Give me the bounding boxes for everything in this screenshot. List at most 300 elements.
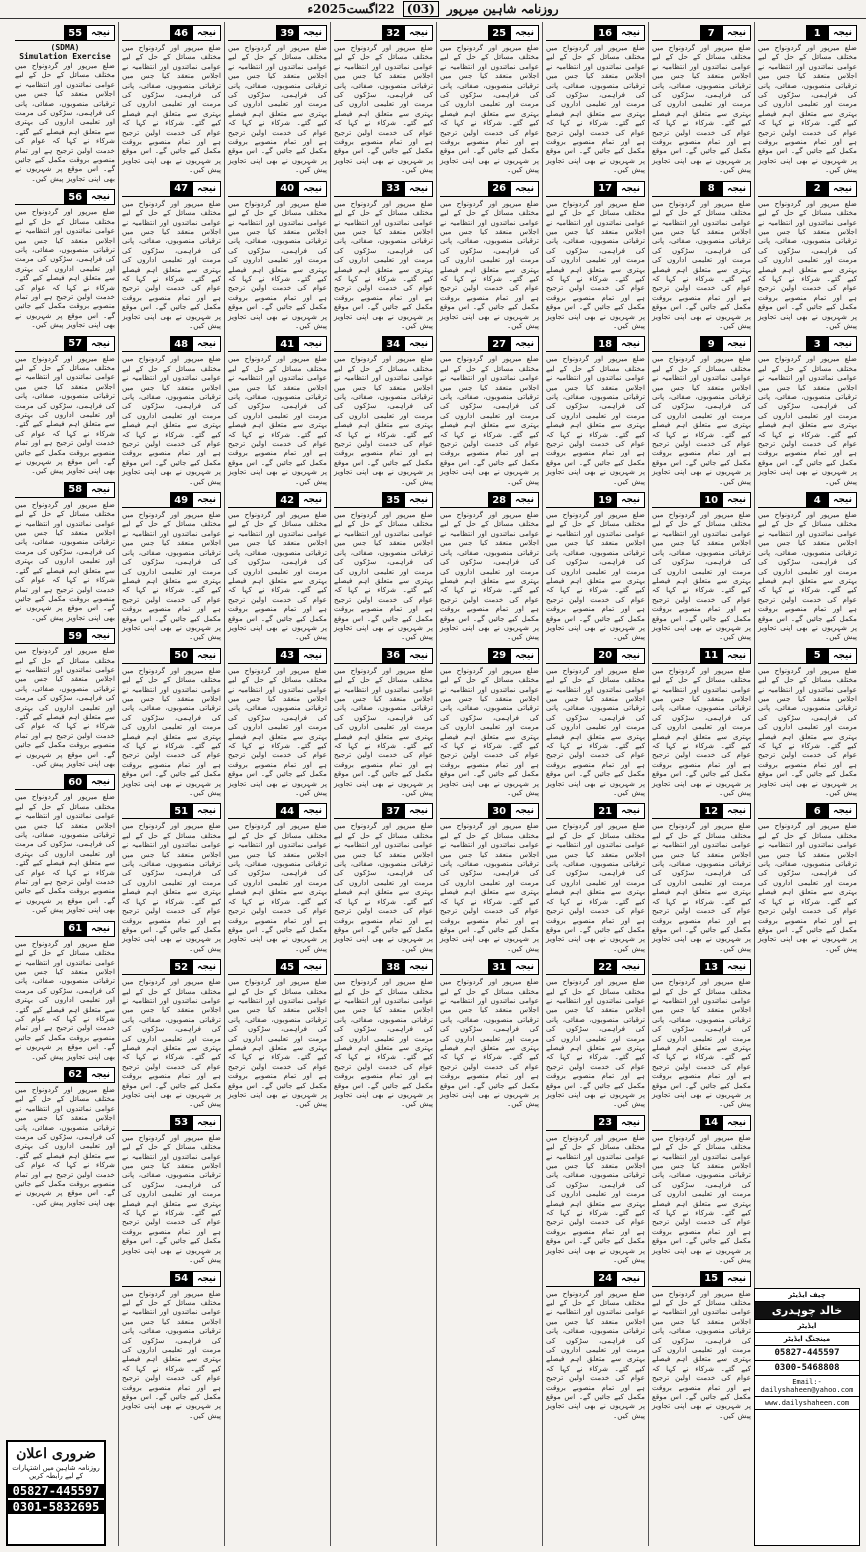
news-item [546,25,645,175]
item-number: 3 [806,336,828,352]
item-body: ضلع میرپور اور گردونواح میں مختلف مسائل کے حل کے لیے عوامی نمائندوں اور انتظامیہ نے اجلاس منعقد کیا جس میں ترقیاتی منصوبوں، صفائی، پانی کی فراہمی، سڑکوں کی مرمت اور تعلیمی اداروں کی بہتری سے متعلق اہم فیصلے کیے گئے۔ شرکاء نے کہا کہ عوام کی خدمت اولین ترجیح ہے اور تمام منصوبے بروقت مکمل کیے جائیں گے۔ اس موقع پر شہریوں نے بھی اپنی تجاویز پیش کیں۔ [15,1084,115,1207]
news-item [652,803,751,953]
tag-rule [334,959,382,975]
item-number-tag [546,1271,645,1287]
item-number: 5 [806,648,828,664]
item-number-tag [546,1115,645,1131]
news-item [546,492,645,642]
item-label: نیجہ [298,492,327,508]
item-body: ضلع میرپور اور گردونواح میں مختلف مسائل کے حل کے لیے عوامی نمائندوں اور انتظامیہ نے اجلاس منعقد کیا جس میں ترقیاتی منصوبوں، صفائی، پانی کی فراہمی، سڑکوں کی مرمت اور تعلیمی اداروں کی بہتری سے متعلق اہم فیصلے کیے گئے۔ شرکاء نے کہا کہ عوام کی خدمت اولین ترجیح ہے اور تمام منصوبے بروقت مکمل کیے جائیں گے۔ اس موقع پر شہریوں نے بھی اپنی تجاویز پیش کیں۔ [228,665,327,798]
item-number-tag [652,959,751,975]
tag-rule [228,648,276,664]
news-item [15,482,115,622]
tag-rule [15,1067,64,1083]
item-number: 57 [64,336,86,352]
notice-phone-1[interactable]: 05827-445597 [8,1484,104,1498]
item-label: نیجہ [828,336,857,352]
item-body: ضلع میرپور اور گردونواح میں مختلف مسائل کے حل کے لیے عوامی نمائندوں اور انتظامیہ نے اجلاس منعقد کیا جس میں ترقیاتی منصوبوں، صفائی، پانی کی فراہمی، سڑکوں کی مرمت اور تعلیمی اداروں کی بہتری سے متعلق اہم فیصلے کیے گئے۔ شرکاء نے کہا کہ عوام کی خدمت اولین ترجیح ہے اور تمام منصوبے بروقت مکمل کیے جائیں گے۔ اس موقع پر شہریوں نے بھی اپنی تجاویز پیش کیں۔ [652,510,751,642]
item-label: نیجہ [298,25,327,41]
item-number: 33 [382,181,404,197]
item-number: 1 [806,25,828,41]
item-body: ضلع میرپور اور گردونواح میں مختلف مسائل کے حل کے لیے عوامی نمائندوں اور انتظامیہ نے اجلاس منعقد کیا جس میں ترقیاتی منصوبوں، صفائی، پانی کی فراہمی، سڑکوں کی مرمت اور تعلیمی اداروں کی بہتری سے متعلق اہم فیصلے کیے گئے۔ شرکاء نے کہا کہ عوام کی خدمت اولین ترجیح ہے اور تمام منصوبے بروقت مکمل کیے جائیں گے۔ اس موقع پر شہریوں نے بھی اپنی تجاویز پیش کیں۔ [334,43,433,175]
item-body: ضلع میرپور اور گردونواح میں مختلف مسائل کے حل کے لیے عوامی نمائندوں اور انتظامیہ نے اجلاس منعقد کیا جس میں ترقیاتی منصوبوں، صفائی، پانی کی فراہمی، سڑکوں کی مرمت اور تعلیمی اداروں کی بہتری سے متعلق اہم فیصلے کیے گئے۔ شرکاء نے کہا کہ عوام کی خدمت اولین ترجیح ہے اور تمام منصوبے بروقت مکمل کیے جائیں گے۔ اس موقع پر شہریوں نے بھی اپنی تجاویز پیش کیں۔ [15,353,115,476]
tag-rule [758,803,806,819]
tag-rule [758,25,806,41]
item-number-tag [652,336,751,352]
item-body: ضلع میرپور اور گردونواح میں مختلف مسائل کے حل کے لیے عوامی نمائندوں اور انتظامیہ نے اجلاس منعقد کیا جس میں ترقیاتی منصوبوں، صفائی، پانی کی فراہمی، سڑکوں کی مرمت اور تعلیمی اداروں کی بہتری سے متعلق اہم فیصلے کیے گئے۔ شرکاء نے کہا کہ عوام کی خدمت اولین ترجیح ہے اور تمام منصوبے بروقت مکمل کیے جائیں گے۔ اس موقع پر شہریوں نے بھی اپنی تجاویز پیش کیں۔ [440,665,539,798]
item-body: ضلع میرپور اور گردونواح میں مختلف مسائل کے حل کے لیے عوامی نمائندوں اور انتظامیہ نے اجلاس منعقد کیا جس میں ترقیاتی منصوبوں، صفائی، پانی کی فراہمی، سڑکوں کی مرمت اور تعلیمی اداروں کی بہتری سے متعلق اہم فیصلے کیے گئے۔ شرکاء نے کہا کہ عوام کی خدمت اولین ترجیح ہے اور تمام منصوبے بروقت مکمل کیے جائیں گے۔ اس موقع پر شہریوں نے بھی اپنی تجاویز پیش کیں۔ [546,821,645,953]
paper-name: روزنامہ شاہین میرپور [446,2,559,16]
tag-rule [440,959,488,975]
item-body: ضلع میرپور اور گردونواح میں مختلف مسائل کے حل کے لیے عوامی نمائندوں اور انتظامیہ نے اجلاس منعقد کیا جس میں ترقیاتی منصوبوں، صفائی، پانی کی فراہمی، سڑکوں کی مرمت اور تعلیمی اداروں کی بہتری سے متعلق اہم فیصلے کیے گئے۔ شرکاء نے کہا کہ عوام کی خدمت اولین ترجیح ہے اور تمام منصوبے بروقت مکمل کیے جائیں گے۔ اس موقع پر شہریوں نے بھی اپنی تجاویز پیش کیں۔ [15,207,115,330]
item-body: ضلع میرپور اور گردونواح میں مختلف مسائل کے حل کے لیے عوامی نمائندوں اور انتظامیہ نے اجلاس منعقد کیا جس میں ترقیاتی منصوبوں، صفائی، پانی کی فراہمی، سڑکوں کی مرمت اور تعلیمی اداروں کی بہتری سے متعلق اہم فیصلے کیے گئے۔ شرکاء نے کہا کہ عوام کی خدمت اولین ترجیح ہے اور تمام منصوبے بروقت مکمل کیے جائیں گے۔ اس موقع پر شہریوں نے بھی اپنی تجاویز پیش کیں۔ [228,977,327,1109]
item-number: 15 [700,1271,722,1287]
item-number-tag [15,336,115,352]
item-label: نیجہ [616,803,645,819]
tag-rule [546,336,594,352]
item-label: نیجہ [192,336,221,352]
news-item [122,25,221,175]
tag-rule [15,628,64,644]
item-number: 16 [594,25,616,41]
item-number-tag [122,803,221,819]
item-body: ضلع میرپور اور گردونواح میں مختلف مسائل کے حل کے لیے عوامی نمائندوں اور انتظامیہ نے اجلاس منعقد کیا جس میں ترقیاتی منصوبوں، صفائی، پانی کی فراہمی، سڑکوں کی مرمت اور تعلیمی اداروں کی بہتری سے متعلق اہم فیصلے کیے گئے۔ شرکاء نے کہا کہ عوام کی خدمت اولین ترجیح ہے اور تمام منصوبے بروقت مکمل کیے جائیں گے۔ اس موقع پر شہریوں نے بھی اپنی تجاویز پیش کیں۔ [440,43,539,175]
news-item [652,25,751,175]
item-number-tag [334,803,433,819]
item-body: ضلع میرپور اور گردونواح میں مختلف مسائل کے حل کے لیے عوامی نمائندوں اور انتظامیہ نے اجلاس منعقد کیا جس میں ترقیاتی منصوبوں، صفائی، پانی کی فراہمی، سڑکوں کی مرمت اور تعلیمی اداروں کی بہتری سے متعلق اہم فیصلے کیے گئے۔ شرکاء نے کہا کہ عوام کی خدمت اولین ترجیح ہے اور تمام منصوبے بروقت مکمل کیے جائیں گے۔ اس موقع پر شہریوں نے بھی اپنی تجاویز پیش کیں۔ [334,198,433,330]
item-number-tag [652,1115,751,1131]
item-body: ضلع میرپور اور گردونواح میں مختلف مسائل کے حل کے لیے عوامی نمائندوں اور انتظامیہ نے اجلاس منعقد کیا جس میں ترقیاتی منصوبوں، صفائی، پانی کی فراہمی، سڑکوں کی مرمت اور تعلیمی اداروں کی بہتری سے متعلق اہم فیصلے کیے گئے۔ شرکاء نے کہا کہ عوام کی خدمت اولین ترجیح ہے اور تمام منصوبے بروقت مکمل کیے جائیں گے۔ اس موقع پر شہریوں نے بھی اپنی تجاویز پیش کیں۔ [758,510,857,642]
news-item [334,25,433,175]
news-item [652,492,751,642]
item-number-tag [15,628,115,644]
news-item [546,803,645,953]
news-item [122,959,221,1109]
item-label: نیجہ [298,336,327,352]
tag-rule [546,803,594,819]
news-item [440,803,539,953]
item-number-tag [15,25,115,41]
tag-rule [334,25,382,41]
editor-role: ایڈیٹر [797,1322,817,1330]
item-label: نیجہ [192,803,221,819]
news-item [758,648,857,798]
tag-rule [440,803,488,819]
item-label: نیجہ [404,803,433,819]
news-item [440,181,539,331]
item-number: 9 [700,336,722,352]
tag-rule [652,492,700,508]
news-item [228,25,327,175]
tag-rule [15,921,64,937]
news-item [546,1115,645,1265]
item-body: ضلع میرپور اور گردونواح میں مختلف مسائل کے حل کے لیے عوامی نمائندوں اور انتظامیہ نے اجلاس منعقد کیا جس میں ترقیاتی منصوبوں، صفائی، پانی کی فراہمی، سڑکوں کی مرمت اور تعلیمی اداروں کی بہتری سے متعلق اہم فیصلے کیے گئے۔ شرکاء نے کہا کہ عوام کی خدمت اولین ترجیح ہے اور تمام منصوبے بروقت مکمل کیے جائیں گے۔ اس موقع پر شہریوں نے بھی اپنی تجاویز پیش کیں۔ [228,821,327,953]
item-body: ضلع میرپور اور گردونواح میں مختلف مسائل کے حل کے لیے عوامی نمائندوں اور انتظامیہ نے اجلاس منعقد کیا جس میں ترقیاتی منصوبوں، صفائی، پانی کی فراہمی، سڑکوں کی مرمت اور تعلیمی اداروں کی بہتری سے متعلق اہم فیصلے کیے گئے۔ شرکاء نے کہا کہ عوام کی خدمت اولین ترجیح ہے اور تمام منصوبے بروقت مکمل کیے جائیں گے۔ اس موقع پر شہریوں نے بھی اپنی تجاویز پیش کیں۔ [546,354,645,486]
news-item [758,25,857,175]
chief-editor-name: خالد چوہدری [771,1304,843,1317]
item-label: نیجہ [298,648,327,664]
news-item [440,959,539,1109]
tag-rule [440,336,488,352]
imprint-phone-2[interactable]: 0300-5468808 [755,1361,859,1376]
item-number: 29 [488,648,510,664]
item-body: ضلع میرپور اور گردونواح میں مختلف مسائل کے حل کے لیے عوامی نمائندوں اور انتظامیہ نے اجلاس منعقد کیا جس میں ترقیاتی منصوبوں، صفائی، پانی کی فراہمی، سڑکوں کی مرمت اور تعلیمی اداروں کی بہتری سے متعلق اہم فیصلے کیے گئے۔ شرکاء نے کہا کہ عوام کی خدمت اولین ترجیح ہے اور تمام منصوبے بروقت مکمل کیے جائیں گے۔ اس موقع پر شہریوں نے بھی اپنی تجاویز پیش کیں۔ [652,665,751,798]
item-number: 27 [488,336,510,352]
tag-rule [758,492,806,508]
item-number-tag [546,648,645,664]
item-body: ضلع میرپور اور گردونواح میں مختلف مسائل کے حل کے لیے عوامی نمائندوں اور انتظامیہ نے اجلاس منعقد کیا جس میں ترقیاتی منصوبوں، صفائی، پانی کی فراہمی، سڑکوں کی مرمت اور تعلیمی اداروں کی بہتری سے متعلق اہم فیصلے کیے گئے۔ شرکاء نے کہا کہ عوام کی خدمت اولین ترجیح ہے اور تمام منصوبے بروقت مکمل کیے جائیں گے۔ اس موقع پر شہریوں نے بھی اپنی تجاویز پیش کیں۔ [440,354,539,486]
news-item [122,336,221,486]
item-label: نیجہ [722,336,751,352]
news-item [122,492,221,642]
item-label: نیجہ [828,803,857,819]
editor-row [755,1320,859,1333]
item-number: 42 [276,492,298,508]
news-item [334,336,433,486]
item-number-tag [652,25,751,41]
news-item [228,803,327,953]
item-number-tag [15,774,115,790]
item-label: نیجہ [722,25,751,41]
news-item [15,189,115,329]
tag-rule [15,25,64,41]
item-label: نیجہ [404,959,433,975]
item-number-tag [440,181,539,197]
tag-rule [122,959,170,975]
item-body: ضلع میرپور اور گردونواح میں مختلف مسائل کے حل کے لیے عوامی نمائندوں اور انتظامیہ نے اجلاس منعقد کیا جس میں ترقیاتی منصوبوں، صفائی، پانی کی فراہمی، سڑکوں کی مرمت اور تعلیمی اداروں کی بہتری سے متعلق اہم فیصلے کیے گئے۔ شرکاء نے کہا کہ عوام کی خدمت اولین ترجیح ہے اور تمام منصوبے بروقت مکمل کیے جائیں گے۔ اس موقع پر شہریوں نے بھی اپنی تجاویز پیش کیں۔ [546,198,645,330]
item-number: 44 [276,803,298,819]
news-item [546,336,645,486]
item-number-tag [334,181,433,197]
tag-rule [652,181,700,197]
notice-title: ضروری اعلان [16,1446,96,1462]
item-number: 17 [594,181,616,197]
item-label: نیجہ [86,1067,115,1083]
tag-rule [15,336,64,352]
item-number: 26 [488,181,510,197]
tag-rule [652,336,700,352]
item-body: ضلع میرپور اور گردونواح میں مختلف مسائل کے حل کے لیے عوامی نمائندوں اور انتظامیہ نے اجلاس منعقد کیا جس میں ترقیاتی منصوبوں، صفائی، پانی کی فراہمی، سڑکوں کی مرمت اور تعلیمی اداروں کی بہتری سے متعلق اہم فیصلے کیے گئے۔ شرکاء نے کہا کہ عوام کی خدمت اولین ترجیح ہے اور تمام منصوبے بروقت مکمل کیے جائیں گے۔ اس موقع پر شہریوں نے بھی اپنی تجاویز پیش کیں۔ [546,1132,645,1265]
tag-rule [15,189,64,205]
item-label: نیجہ [404,492,433,508]
column [648,22,754,1546]
item-label: نیجہ [828,648,857,664]
item-number: 61 [64,921,86,937]
item-label: نیجہ [616,1271,645,1287]
page-number: (03) [403,1,439,17]
item-body: ضلع میرپور اور گردونواح میں مختلف مسائل کے حل کے لیے عوامی نمائندوں اور انتظامیہ نے اجلاس منعقد کیا جس میں ترقیاتی منصوبوں، صفائی، پانی کی فراہمی، سڑکوں کی مرمت اور تعلیمی اداروں کی بہتری سے متعلق اہم فیصلے کیے گئے۔ شرکاء نے کہا کہ عوام کی خدمت اولین ترجیح ہے اور تمام منصوبے بروقت مکمل کیے جائیں گے۔ اس موقع پر شہریوں نے بھی اپنی تجاویز پیش کیں۔ [15,646,115,768]
imprint-phone-1[interactable]: 05827-445597 [755,1346,859,1361]
item-label: نیجہ [192,959,221,975]
news-item [652,959,751,1109]
item-number: 62 [64,1067,86,1083]
tag-rule [652,1271,700,1287]
imprint-box [754,1288,860,1546]
item-body: ضلع میرپور اور گردونواح میں مختلف مسائل کے حل کے لیے عوامی نمائندوں اور انتظامیہ نے اجلاس منعقد کیا جس میں ترقیاتی منصوبوں، صفائی، پانی کی فراہمی، سڑکوں کی مرمت اور تعلیمی اداروں کی بہتری سے متعلق اہم فیصلے کیے گئے۔ شرکاء نے کہا کہ عوام کی خدمت اولین ترجیح ہے اور تمام منصوبے بروقت مکمل کیے جائیں گے۔ اس موقع پر شہریوں نے بھی اپنی تجاویز پیش کیں۔ [228,198,327,330]
item-number-tag [228,492,327,508]
tag-rule [758,336,806,352]
item-number-tag [440,803,539,819]
item-number: 6 [806,803,828,819]
imprint-website[interactable]: www.dailyshaheen.com [755,1397,859,1410]
item-label: نیجہ [86,774,115,790]
item-label: نیجہ [616,648,645,664]
item-body: ضلع میرپور اور گردونواح میں مختلف مسائل کے حل کے لیے عوامی نمائندوں اور انتظامیہ نے اجلاس منعقد کیا جس میں ترقیاتی منصوبوں، صفائی، پانی کی فراہمی، سڑکوں کی مرمت اور تعلیمی اداروں کی بہتری سے متعلق اہم فیصلے کیے گئے۔ شرکاء نے کہا کہ عوام کی خدمت اولین ترجیح ہے اور تمام منصوبے بروقت مکمل کیے جائیں گے۔ اس موقع پر شہریوں نے بھی اپنی تجاویز پیش کیں۔ [228,43,327,175]
item-number: 14 [700,1115,722,1131]
news-item [334,181,433,331]
tag-rule [334,181,382,197]
news-item [440,648,539,798]
news-item [652,181,751,331]
item-number-tag [15,921,115,937]
tag-rule [652,1115,700,1131]
news-item [15,921,115,1061]
item-body: ضلع میرپور اور گردونواح میں مختلف مسائل کے حل کے لیے عوامی نمائندوں اور انتظامیہ نے اجلاس منعقد کیا جس میں ترقیاتی منصوبوں، صفائی، پانی کی فراہمی، سڑکوں کی مرمت اور تعلیمی اداروں کی بہتری سے متعلق اہم فیصلے کیے گئے۔ شرکاء نے کہا کہ عوام کی خدمت اولین ترجیح ہے اور تمام منصوبے بروقت مکمل کیے جائیں گے۔ اس موقع پر شہریوں نے بھی اپنی تجاویز پیش کیں۔ [122,43,221,175]
item-body: ضلع میرپور اور گردونواح میں مختلف مسائل کے حل کے لیے عوامی نمائندوں اور انتظامیہ نے اجلاس منعقد کیا جس میں ترقیاتی منصوبوں، صفائی، پانی کی فراہمی، سڑکوں کی مرمت اور تعلیمی اداروں کی بہتری سے متعلق اہم فیصلے کیے گئے۔ شرکاء نے کہا کہ عوام کی خدمت اولین ترجیح ہے اور تمام منصوبے بروقت مکمل کیے جائیں گے۔ اس موقع پر شہریوں نے بھی اپنی تجاویز پیش کیں۔ [440,821,539,953]
item-body: ضلع میرپور اور گردونواح میں مختلف مسائل کے حل کے لیے عوامی نمائندوں اور انتظامیہ نے اجلاس منعقد کیا جس میں ترقیاتی منصوبوں، صفائی، پانی کی فراہمی، سڑکوں کی مرمت اور تعلیمی اداروں کی بہتری سے متعلق اہم فیصلے کیے گئے۔ شرکاء نے کہا کہ عوام کی خدمت اولین ترجیح ہے اور تمام منصوبے بروقت مکمل کیے جائیں گے۔ اس موقع پر شہریوں نے بھی اپنی تجاویز پیش کیں۔ [122,821,221,953]
item-body: ضلع میرپور اور گردونواح میں مختلف مسائل کے حل کے لیے عوامی نمائندوں اور انتظامیہ نے اجلاس منعقد کیا جس میں ترقیاتی منصوبوں، صفائی، پانی کی فراہمی، سڑکوں کی مرمت اور تعلیمی اداروں کی بہتری سے متعلق اہم فیصلے کیے گئے۔ شرکاء نے کہا کہ عوام کی خدمت اولین ترجیح ہے اور تمام منصوبے بروقت مکمل کیے جائیں گے۔ اس موقع پر شہریوں نے بھی اپنی تجاویز پیش کیں۔ [652,1132,751,1265]
item-number-tag [228,648,327,664]
item-number: 4 [806,492,828,508]
item-number-tag [758,336,857,352]
item-body: ضلع میرپور اور گردونواح میں مختلف مسائل کے حل کے لیے عوامی نمائندوں اور انتظامیہ نے اجلاس منعقد کیا جس میں ترقیاتی منصوبوں، صفائی، پانی کی فراہمی، سڑکوں کی مرمت اور تعلیمی اداروں کی بہتری سے متعلق اہم فیصلے کیے گئے۔ شرکاء نے کہا کہ عوام کی خدمت اولین ترجیح ہے اور تمام منصوبے بروقت مکمل کیے جائیں گے۔ اس موقع پر شہریوں نے بھی اپنی تجاویز پیش کیں۔ [652,977,751,1109]
news-item [546,959,645,1109]
tag-rule [228,25,276,41]
news-columns [6,22,860,1546]
tag-rule [334,336,382,352]
tag-rule [546,25,594,41]
column [118,22,224,1546]
tag-rule [440,181,488,197]
item-number-tag [546,181,645,197]
tag-rule [652,25,700,41]
sdma-label: (SDMA) [50,43,80,52]
item-number: 28 [488,492,510,508]
tag-rule [652,959,700,975]
tag-rule [122,336,170,352]
item-label: نیجہ [510,492,539,508]
item-label: نیجہ [86,628,115,644]
item-body: ضلع میرپور اور گردونواح میں مختلف مسائل کے حل کے لیے عوامی نمائندوں اور انتظامیہ نے اجلاس منعقد کیا جس میں ترقیاتی منصوبوں، صفائی، پانی کی فراہمی، سڑکوں کی مرمت اور تعلیمی اداروں کی بہتری سے متعلق اہم فیصلے کیے گئے۔ شرکاء نے کہا کہ عوام کی خدمت اولین ترجیح ہے اور تمام منصوبے بروقت مکمل کیے جائیں گے۔ اس موقع پر شہریوں نے بھی اپنی تجاویز پیش کیں۔ [758,198,857,330]
news-item [652,336,751,486]
news-item [122,181,221,331]
item-body: ضلع میرپور اور گردونواح میں مختلف مسائل کے حل کے لیے عوامی نمائندوں اور انتظامیہ نے اجلاس منعقد کیا جس میں ترقیاتی منصوبوں، صفائی، پانی کی فراہمی، سڑکوں کی مرمت اور تعلیمی اداروں کی بہتری سے متعلق اہم فیصلے کیے گئے۔ شرکاء نے کہا کہ عوام کی خدمت اولین ترجیح ہے اور تمام منصوبے بروقت مکمل کیے جائیں گے۔ اس موقع پر شہریوں نے بھی اپنی تجاویز پیش کیں۔ [15,499,115,622]
news-item [758,492,857,642]
item-number: 13 [700,959,722,975]
item-number: 58 [64,482,86,498]
tag-rule [228,803,276,819]
news-item [546,181,645,331]
item-label: نیجہ [404,336,433,352]
item-number: 55 [64,25,86,41]
item-body: ضلع میرپور اور گردونواح میں مختلف مسائل کے حل کے لیے عوامی نمائندوں اور انتظامیہ نے اجلاس منعقد کیا جس میں ترقیاتی منصوبوں، صفائی، پانی کی فراہمی، سڑکوں کی مرمت اور تعلیمی اداروں کی بہتری سے متعلق اہم فیصلے کیے گئے۔ شرکاء نے کہا کہ عوام کی خدمت اولین ترجیح ہے اور تمام منصوبے بروقت مکمل کیے جائیں گے۔ اس موقع پر شہریوں نے بھی اپنی تجاویز پیش کیں۔ [15,938,115,1061]
tag-rule [228,181,276,197]
item-label: نیجہ [722,492,751,508]
tag-rule [652,803,700,819]
news-item [652,648,751,798]
item-label: نیجہ [404,181,433,197]
item-number: 12 [700,803,722,819]
item-number: 19 [594,492,616,508]
item-body: ضلع میرپور اور گردونواح میں مختلف مسائل کے حل کے لیے عوامی نمائندوں اور انتظامیہ نے اجلاس منعقد کیا جس میں ترقیاتی منصوبوں، صفائی، پانی کی فراہمی، سڑکوں کی مرمت اور تعلیمی اداروں کی بہتری سے متعلق اہم فیصلے کیے گئے۔ شرکاء نے کہا کہ عوام کی خدمت اولین ترجیح ہے اور تمام منصوبے بروقت مکمل کیے جائیں گے۔ اس موقع پر شہریوں نے بھی اپنی تجاویز پیش کیں۔ [122,354,221,486]
news-item [228,648,327,798]
item-body: ضلع میرپور اور گردونواح میں مختلف مسائل کے حل کے لیے عوامی نمائندوں اور انتظامیہ نے اجلاس منعقد کیا جس میں ترقیاتی منصوبوں، صفائی، پانی کی فراہمی، سڑکوں کی مرمت اور تعلیمی اداروں کی بہتری سے متعلق اہم فیصلے کیے گئے۔ شرکاء نے کہا کہ عوام کی خدمت اولین ترجیح ہے اور تمام منصوبے بروقت مکمل کیے جائیں گے۔ اس موقع پر شہریوں نے بھی اپنی تجاویز پیش کیں۔ [758,43,857,175]
item-body: ضلع میرپور اور گردونواح میں مختلف مسائل کے حل کے لیے عوامی نمائندوں اور انتظامیہ نے اجلاس منعقد کیا جس میں ترقیاتی منصوبوں، صفائی، پانی کی فراہمی، سڑکوں کی مرمت اور تعلیمی اداروں کی بہتری سے متعلق اہم فیصلے کیے گئے۔ شرکاء نے کہا کہ عوام کی خدمت اولین ترجیح ہے اور تمام منصوبے بروقت مکمل کیے جائیں گے۔ اس موقع پر شہریوں نے بھی اپنی تجاویز پیش کیں۔ [546,43,645,175]
news-item [228,959,327,1109]
news-item [758,336,857,486]
item-number: 8 [700,181,722,197]
item-number: 53 [170,1115,192,1131]
item-number-tag [440,336,539,352]
item-number: 10 [700,492,722,508]
news-item [15,774,115,914]
item-label: نیجہ [510,181,539,197]
news-item [652,1115,751,1265]
item-number: 22 [594,959,616,975]
tag-rule [122,648,170,664]
item-number: 20 [594,648,616,664]
item-number: 43 [276,648,298,664]
chief-editor-role: چیف ایڈیٹر [788,1291,826,1299]
item-number-tag [228,25,327,41]
item-number: 52 [170,959,192,975]
item-number-tag [228,803,327,819]
news-item [122,648,221,798]
tag-rule [15,774,64,790]
item-number: 59 [64,628,86,644]
item-number-tag [228,336,327,352]
news-item [334,648,433,798]
item-label: نیجہ [510,25,539,41]
item-number-tag [546,25,645,41]
tag-rule [228,492,276,508]
exercise-label: Simulation Exercise [19,52,111,61]
item-number: 23 [594,1115,616,1131]
news-item [228,336,327,486]
news-item [758,181,857,331]
news-item [334,492,433,642]
tag-rule [15,482,64,498]
item-number-tag [15,482,115,498]
item-number-tag [546,803,645,819]
item-number-tag [122,181,221,197]
item-number: 47 [170,181,192,197]
tag-rule [546,648,594,664]
item-number-tag [334,648,433,664]
item-number: 54 [170,1271,192,1287]
item-body: ضلع میرپور اور گردونواح میں مختلف مسائل کے حل کے لیے عوامی نمائندوں اور انتظامیہ نے اجلاس منعقد کیا جس میں ترقیاتی منصوبوں، صفائی، پانی کی فراہمی، سڑکوں کی مرمت اور تعلیمی اداروں کی بہتری سے متعلق اہم فیصلے کیے گئے۔ شرکاء نے کہا کہ عوام کی خدمت اولین ترجیح ہے اور تمام منصوبے بروقت مکمل کیے جائیں گے۔ اس موقع پر شہریوں نے بھی اپنی تجاویز پیش کیں۔ [122,665,221,798]
news-item [15,25,115,183]
tag-rule [122,25,170,41]
tag-rule [334,492,382,508]
item-number: 30 [488,803,510,819]
item-number-tag [122,492,221,508]
item-number-tag [334,492,433,508]
item-label: نیجہ [298,803,327,819]
tag-rule [546,492,594,508]
item-body: ضلع میرپور اور گردونواح میں مختلف مسائل کے حل کے لیے عوامی نمائندوں اور انتظامیہ نے اجلاس منعقد کیا جس میں ترقیاتی منصوبوں، صفائی، پانی کی فراہمی، سڑکوں کی مرمت اور تعلیمی اداروں کی بہتری سے متعلق اہم فیصلے کیے گئے۔ شرکاء نے کہا کہ عوام کی خدمت اولین ترجیح ہے اور تمام منصوبے بروقت مکمل کیے جائیں گے۔ اس موقع پر شہریوں نے بھی اپنی تجاویز پیش کیں۔ [334,354,433,486]
item-number-tag [122,1115,221,1131]
item-label: نیجہ [192,492,221,508]
notice-text: روزنامہ شاہین میں اشتہارات کے لیے رابطہ کریں [12,1464,100,1480]
item-number-tag [652,492,751,508]
item-label: نیجہ [86,921,115,937]
item-number-tag [652,1271,751,1287]
news-item [334,803,433,953]
notice-phone-2[interactable]: 0301-5832695 [8,1500,104,1514]
item-body: ضلع میرپور اور گردونواح میں مختلف مسائل کے حل کے لیے عوامی نمائندوں اور انتظامیہ نے اجلاس منعقد کیا جس میں ترقیاتی منصوبوں، صفائی، پانی کی فراہمی، سڑکوں کی مرمت اور تعلیمی اداروں کی بہتری سے متعلق اہم فیصلے کیے گئے۔ شرکاء نے کہا کہ عوام کی خدمت اولین ترجیح ہے اور تمام منصوبے بروقت مکمل کیے جائیں گے۔ اس موقع پر شہریوں نے بھی اپنی تجاویز پیش کیں۔ [758,821,857,953]
item-number-tag [652,648,751,664]
item-label: نیجہ [616,181,645,197]
news-item [546,648,645,798]
item-label: نیجہ [510,648,539,664]
column [12,22,118,1546]
item-label: نیجہ [192,648,221,664]
item-label: نیجہ [192,1271,221,1287]
item-number-tag [15,1067,115,1083]
item-number: 48 [170,336,192,352]
imprint-email[interactable]: Email:-dailyshaheen@yahoo.com [755,1376,859,1397]
item-label: نیجہ [722,181,751,197]
tag-rule [546,181,594,197]
item-label: نیجہ [616,1115,645,1131]
news-item [440,492,539,642]
tag-rule [334,648,382,664]
item-label: نیجہ [86,189,115,205]
item-number: 37 [382,803,404,819]
news-item [15,1067,115,1207]
tag-rule [122,1115,170,1131]
item-number: 40 [276,181,298,197]
item-label: نیجہ [722,959,751,975]
tag-rule [546,1271,594,1287]
item-label: نیجہ [298,181,327,197]
item-number-tag [440,959,539,975]
item-number: 21 [594,803,616,819]
tag-rule [122,492,170,508]
item-body: ضلع میرپور اور گردونواح میں مختلف مسائل کے حل کے لیے عوامی نمائندوں اور انتظامیہ نے اجلاس منعقد کیا جس میں ترقیاتی منصوبوں، صفائی، پانی کی فراہمی، سڑکوں کی مرمت اور تعلیمی اداروں کی بہتری سے متعلق اہم فیصلے کیے گئے۔ شرکاء نے کہا کہ عوام کی خدمت اولین ترجیح ہے اور تمام منصوبے بروقت مکمل کیے جائیں گے۔ اس موقع پر شہریوں نے بھی اپنی تجاویز پیش کیں۔ [758,665,857,798]
item-label: نیجہ [828,181,857,197]
item-body: ضلع میرپور اور گردونواح میں مختلف مسائل کے حل کے لیے عوامی نمائندوں اور انتظامیہ نے اجلاس منعقد کیا جس میں ترقیاتی منصوبوں، صفائی، پانی کی فراہمی، سڑکوں کی مرمت اور تعلیمی اداروں کی بہتری سے متعلق اہم فیصلے کیے گئے۔ شرکاء نے کہا کہ عوام کی خدمت اولین ترجیح ہے اور تمام منصوبے بروقت مکمل کیے جائیں گے۔ اس موقع پر شہریوں نے بھی اپنی تجاویز پیش کیں۔ [546,1288,645,1420]
issue-date: 22اگست2025ء [307,2,395,16]
item-body: ضلع میرپور اور گردونواح میں مختلف مسائل کے حل کے لیے عوامی نمائندوں اور انتظامیہ نے اجلاس منعقد کیا جس میں ترقیاتی منصوبوں، صفائی، پانی کی فراہمی، سڑکوں کی مرمت اور تعلیمی اداروں کی بہتری سے متعلق اہم فیصلے کیے گئے۔ شرکاء نے کہا کہ عوام کی خدمت اولین ترجیح ہے اور تمام منصوبے بروقت مکمل کیے جائیں گے۔ اس موقع پر شہریوں نے بھی اپنی تجاویز پیش کیں۔ [652,821,751,953]
chief-editor-name-row [755,1302,859,1320]
item-label: نیجہ [828,492,857,508]
tag-rule [440,648,488,664]
item-number: 32 [382,25,404,41]
item-number-tag [758,492,857,508]
item-number-tag [758,648,857,664]
item-number-tag [546,336,645,352]
chief-editor-row [755,1289,859,1302]
item-number: 51 [170,803,192,819]
item-body: ضلع میرپور اور گردونواح میں مختلف مسائل کے حل کے لیے عوامی نمائندوں اور انتظامیہ نے اجلاس منعقد کیا جس میں ترقیاتی منصوبوں، صفائی، پانی کی فراہمی، سڑکوں کی مرمت اور تعلیمی اداروں کی بہتری سے متعلق اہم فیصلے کیے گئے۔ شرکاء نے کہا کہ عوام کی خدمت اولین ترجیح ہے اور تمام منصوبے بروقت مکمل کیے جائیں گے۔ اس موقع پر شہریوں نے بھی اپنی تجاویز پیش کیں۔ [334,821,433,953]
item-number-tag [122,648,221,664]
item-number: 45 [276,959,298,975]
item-body: ضلع میرپور اور گردونواح میں مختلف مسائل کے حل کے لیے عوامی نمائندوں اور انتظامیہ نے اجلاس منعقد کیا جس میں ترقیاتی منصوبوں، صفائی، پانی کی فراہمی، سڑکوں کی مرمت اور تعلیمی اداروں کی بہتری سے متعلق اہم فیصلے کیے گئے۔ شرکاء نے کہا کہ عوام کی خدمت اولین ترجیح ہے اور تمام منصوبے بروقت مکمل کیے جائیں گے۔ اس موقع پر شہریوں نے بھی اپنی تجاویز پیش کیں۔ [334,510,433,642]
news-item [228,492,327,642]
item-number-tag [122,25,221,41]
item-body: ضلع میرپور اور گردونواح میں مختلف مسائل کے حل کے لیے عوامی نمائندوں اور انتظامیہ نے اجلاس منعقد کیا جس میں ترقیاتی منصوبوں، صفائی، پانی کی فراہمی، سڑکوں کی مرمت اور تعلیمی اداروں کی بہتری سے متعلق اہم فیصلے کیے گئے۔ شرکاء نے کہا کہ عوام کی خدمت اولین ترجیح ہے اور تمام منصوبے بروقت مکمل کیے جائیں گے۔ اس موقع پر شہریوں نے بھی اپنی تجاویز پیش کیں۔ [440,510,539,642]
tag-rule [652,648,700,664]
item-label: نیجہ [86,25,115,41]
item-number-tag [122,336,221,352]
news-item [440,336,539,486]
item-body: ضلع میرپور اور گردونواح میں مختلف مسائل کے حل کے لیے عوامی نمائندوں اور انتظامیہ نے اجلاس منعقد کیا جس میں ترقیاتی منصوبوں، صفائی، پانی کی فراہمی، سڑکوں کی مرمت اور تعلیمی اداروں کی بہتری سے متعلق اہم فیصلے کیے گئے۔ شرکاء نے کہا کہ عوام کی خدمت اولین ترجیح ہے اور تمام منصوبے بروقت مکمل کیے جائیں گے۔ اس موقع پر شہریوں نے بھی اپنی تجاویز پیش کیں۔ [546,665,645,798]
tag-rule [758,181,806,197]
item-body: ضلع میرپور اور گردونواح میں مختلف مسائل کے حل کے لیے عوامی نمائندوں اور انتظامیہ نے اجلاس منعقد کیا جس میں ترقیاتی منصوبوں، صفائی، پانی کی فراہمی، سڑکوں کی مرمت اور تعلیمی اداروں کی بہتری سے متعلق اہم فیصلے کیے گئے۔ شرکاء نے کہا کہ عوام کی خدمت اولین ترجیح ہے اور تمام منصوبے بروقت مکمل کیے جائیں گے۔ اس موقع پر شہریوں نے بھی اپنی تجاویز پیش کیں۔ [228,354,327,486]
item-label: نیجہ [404,25,433,41]
